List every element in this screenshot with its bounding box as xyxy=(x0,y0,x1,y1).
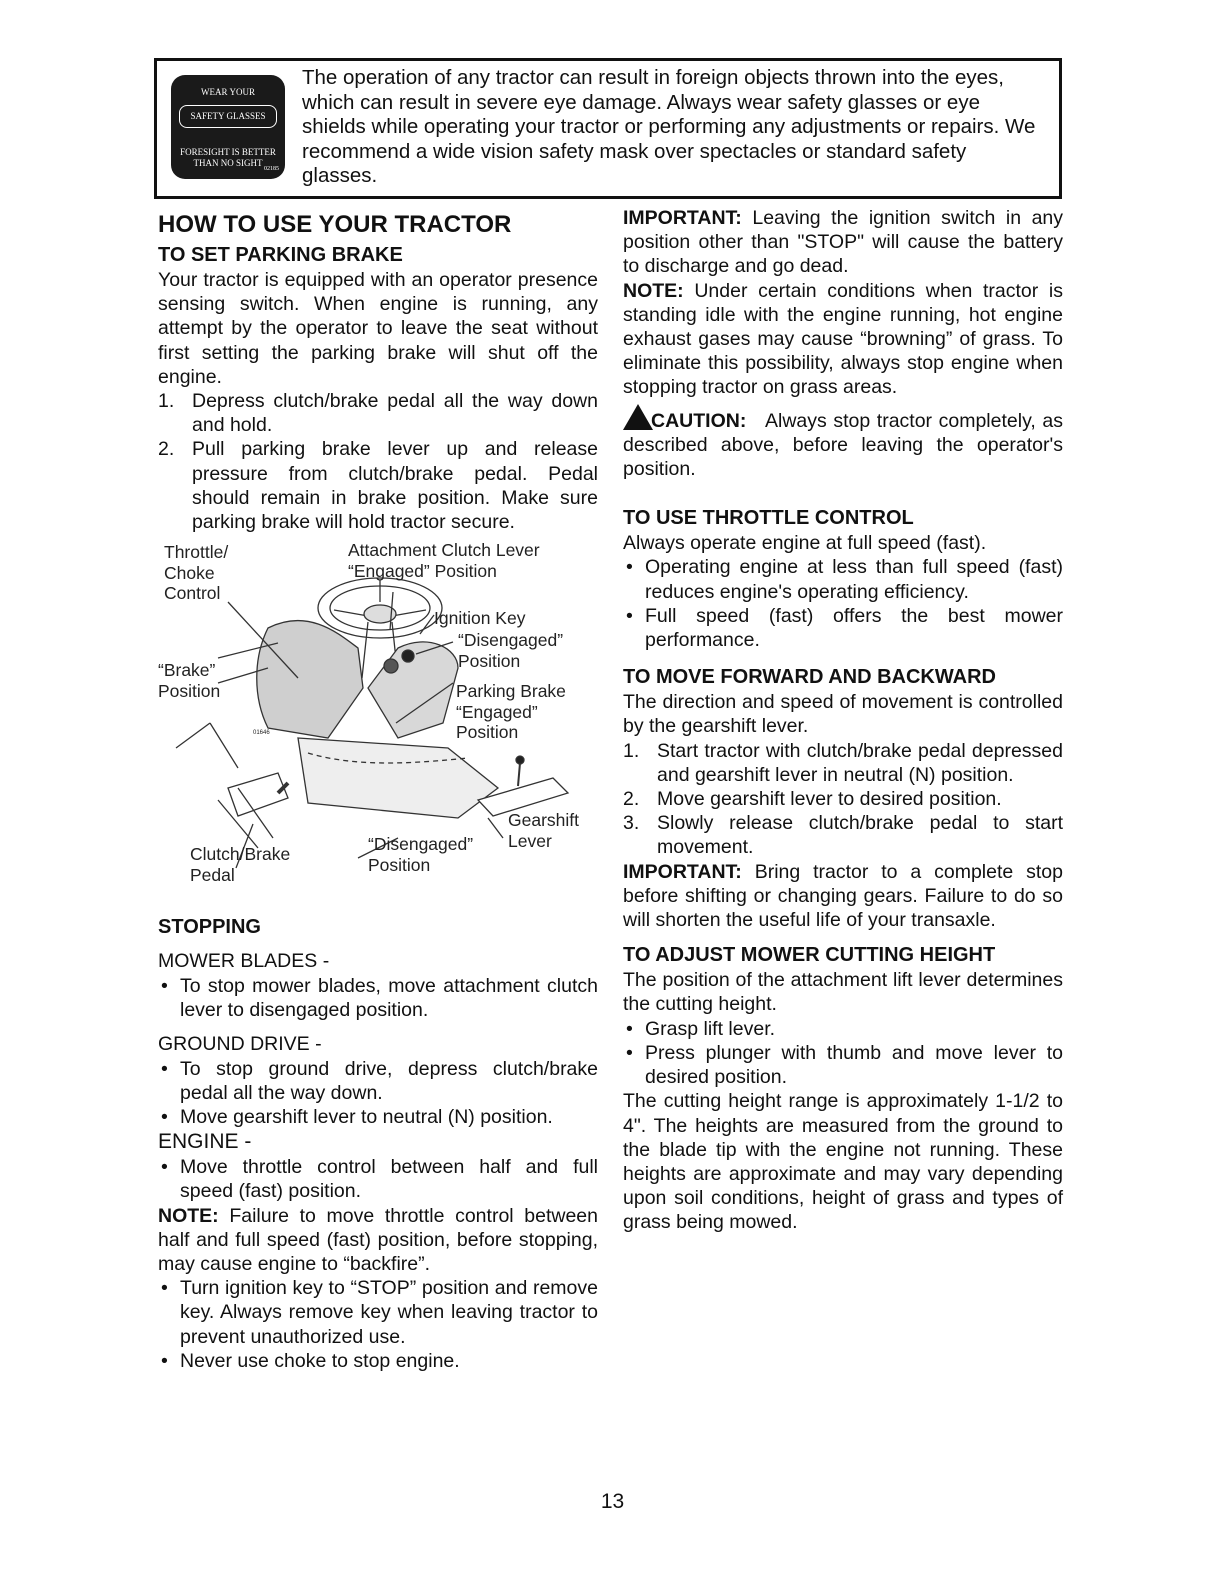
list-item: • Grasp lift lever. xyxy=(626,1017,776,1040)
right-column xyxy=(623,206,1063,1235)
item-text: To stop ground drive, depress clutch/brake pedal all the way down. xyxy=(180,1057,598,1104)
label-attachment-clutch: Attachment Clutch Lever “Engaged” Position xyxy=(348,540,540,581)
item-text: Full speed (fast) offers the best mower performance. xyxy=(645,604,1063,652)
mower-blades-list xyxy=(158,974,598,1022)
parking-brake-steps xyxy=(158,389,598,534)
diagram-code: 01646 xyxy=(253,730,270,737)
list-item: • Never use choke to stop engine. xyxy=(161,1349,460,1372)
list-item: • Operating engine at less than full speed (fast) reduces engine's operating efficiency. xyxy=(626,556,1063,603)
engine-note xyxy=(158,1204,598,1277)
left-column xyxy=(158,210,598,1373)
step-text: Slowly release clutch/brake pedal to start movement. xyxy=(657,812,1063,859)
note-text: Failure to move throttle control between half and full speed (fast) position, before stopping, may cause engine to “backfire”. xyxy=(158,1204,598,1276)
throttle-list xyxy=(623,555,1063,652)
important-label: IMPORTANT: xyxy=(623,860,742,883)
note-text: Under certain conditions when tractor is standing idle with the engine running, hot engine exhaust gases may cause “browning” of grass. To eliminate this possibility, always stop engine when stopping tractor on grass areas. xyxy=(623,279,1063,399)
parking-brake-heading: TO SET PARKING BRAKE xyxy=(158,244,403,266)
list-item: • Move gearshift lever to neutral (N) position. xyxy=(161,1106,553,1129)
list-item: 1. Depress clutch/brake pedal all the way down and hold. xyxy=(158,390,598,437)
item-text: Turn ignition key to “STOP” position and remove key. Always remove key when leaving tractor to prevent unauthorized use. xyxy=(180,1277,598,1348)
item-text: Press plunger with thumb and move lever to desired position. xyxy=(645,1041,1063,1089)
important-text: Bring tractor to a complete stop before shifting or changing gears. Failure to do so will shorten the useful life of your transaxle. xyxy=(623,860,1063,932)
step-text: Pull parking brake lever up and release pressure from clutch/brake pedal. Pedal should remain in brake position. Make sure parking brake will hold tractor secure. xyxy=(192,438,598,534)
list-item: 2. Move gearshift lever to desired position. xyxy=(623,788,1002,811)
throttle-intro: Always operate engine at full speed (fast). xyxy=(623,532,987,555)
throttle-heading: TO USE THROTTLE CONTROL xyxy=(623,507,914,530)
engine-heading: ENGINE - xyxy=(158,1130,252,1154)
move-steps xyxy=(623,739,1063,860)
label-throttle-choke: Throttle/ Choke Control xyxy=(164,542,229,604)
item-text: To stop mower blades, move attachment clutch lever to disengaged position. xyxy=(180,975,598,1022)
move-intro: The direction and speed of movement is controlled by the gearshift lever. xyxy=(623,691,1063,738)
caution-text: Always stop tractor completely, as described above, before leaving the operator's position. xyxy=(623,409,1063,481)
label-parking-brake: Parking Brake “Engaged” Position xyxy=(456,681,566,743)
icon-mid-text: SAFETY GLASSES xyxy=(179,105,277,128)
item-text: Move gearshift lever to neutral (N) position. xyxy=(180,1106,553,1129)
label-ignition-key: Ignition Key xyxy=(434,608,526,629)
label-disengaged-top: “Disengaged” Position xyxy=(458,630,564,671)
step-text: Move gearshift lever to desired position. xyxy=(657,788,1002,811)
list-item: 1. Start tractor with clutch/brake pedal depressed and gearshift lever in neutral (N) position. xyxy=(623,739,1063,786)
stopping-heading: STOPPING xyxy=(158,916,261,939)
move-heading: TO MOVE FORWARD AND BACKWARD xyxy=(623,666,996,689)
list-item: 2. Pull parking brake lever up and release pressure from clutch/brake pedal. Pedal should remain in brake position. Make sure parking brake will hold tractor secure. xyxy=(158,438,598,534)
icon-bottom-text: FORESIGHT IS BETTER THAN NO SIGHT xyxy=(180,147,276,168)
label-gearshift-lever: Gearshift Lever xyxy=(508,810,579,851)
page-number: 13 xyxy=(600,1490,625,1513)
caution-label: CAUTION: xyxy=(651,409,747,432)
icon-top-text: WEAR YOUR xyxy=(201,87,255,97)
label-brake-position: “Brake” Position xyxy=(158,660,221,701)
engine-list xyxy=(158,1155,598,1203)
parking-brake-intro: Your tractor is equipped with an operator presence sensing switch. When engine is running, any attempt by the operator to leave the seat without first setting the parking brake will shut off the engine. xyxy=(158,269,598,388)
icon-code: 02185 xyxy=(264,166,279,172)
list-item: • Move throttle control between half and full speed (fast) position. xyxy=(161,1156,598,1203)
mower-blades-heading: MOWER BLADES - xyxy=(158,950,330,973)
ground-drive-heading: GROUND DRIVE - xyxy=(158,1032,322,1055)
cutting-height-heading: TO ADJUST MOWER CUTTING HEIGHT xyxy=(623,944,996,967)
item-text: Never use choke to stop engine. xyxy=(180,1349,460,1372)
caution-paragraph xyxy=(623,404,1063,482)
important-label: IMPORTANT: xyxy=(623,207,742,229)
note-label: NOTE: xyxy=(158,1204,219,1227)
note-label: NOTE: xyxy=(623,279,684,302)
list-item: • Full speed (fast) offers the best mower performance. xyxy=(626,604,1063,652)
caution-triangle-icon xyxy=(623,404,653,430)
list-item: • Press plunger with thumb and move lever to desired position. xyxy=(626,1041,1063,1089)
important-ignition xyxy=(623,206,1063,279)
cutting-intro: The position of the attachment lift lever determines the cutting height. xyxy=(623,969,1063,1016)
step-text: Depress clutch/brake pedal all the way down and hold. xyxy=(192,390,598,437)
safety-glasses-icon xyxy=(171,75,285,179)
list-item: • Turn ignition key to “STOP” position and remove key. Always remove key when leaving tractor to prevent unauthorized use. xyxy=(161,1277,598,1348)
ground-drive-list xyxy=(158,1057,598,1130)
cutting-text: The cutting height range is approximately 1-1/2 to 4". The heights are measured from the ground to the blade tip with the engine not running. These heights are approximate and may vary depending upon soil conditions, height of grass and types of grass being mowed. xyxy=(623,1090,1063,1234)
tractor-controls-diagram xyxy=(158,538,598,912)
item-text: Move throttle control between half and full speed (fast) position. xyxy=(180,1156,598,1203)
list-item: 3. Slowly release clutch/brake pedal to start movement. xyxy=(623,812,1063,859)
list-item: • To stop mower blades, move attachment clutch lever to disengaged position. xyxy=(161,975,598,1022)
warning-text: The operation of any tractor can result in foreign objects thrown into the eyes, which can result in severe eye damage. Always wear safety glasses or eye shields while operating your tractor or performing any adjustments or repairs. We recommend a wide vision safety mask over spectacles or standard safety glasses. xyxy=(302,66,1036,187)
cutting-list xyxy=(623,1017,1063,1090)
engine-list-2 xyxy=(158,1276,598,1373)
item-text: Operating engine at less than full speed (fast) reduces engine's operating efficiency. xyxy=(645,556,1063,603)
note-browning xyxy=(623,279,1063,400)
section-title: HOW TO USE YOUR TRACTOR xyxy=(158,211,512,238)
important-gears xyxy=(623,860,1063,933)
label-disengaged-bottom: “Disengaged” Position xyxy=(368,834,474,875)
label-clutch-brake-pedal: Clutch/Brake Pedal xyxy=(190,844,291,885)
list-item: • To stop ground drive, depress clutch/brake pedal all the way down. xyxy=(161,1057,598,1104)
step-text: Start tractor with clutch/brake pedal depressed and gearshift lever in neutral (N) position. xyxy=(657,739,1063,786)
important-text: Leaving the ignition switch in any position other than "STOP" will cause the battery to discharge and go dead. xyxy=(623,207,1064,278)
safety-warning-box xyxy=(154,58,1062,199)
item-text: Grasp lift lever. xyxy=(645,1017,776,1040)
